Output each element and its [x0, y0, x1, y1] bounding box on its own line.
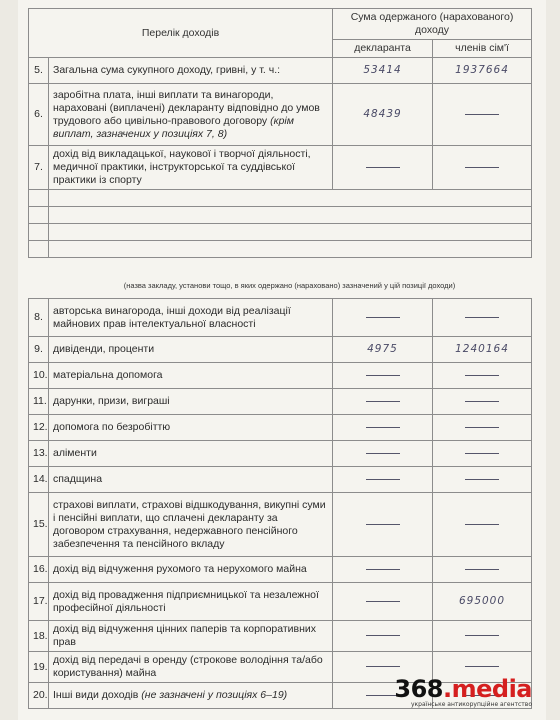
header-family: членів сім'ї — [433, 40, 532, 58]
empty-dash — [465, 375, 499, 376]
declarant-value: 4975 — [333, 337, 433, 363]
empty-dash — [366, 317, 400, 318]
declarant-value-cell — [333, 441, 433, 467]
family-value-cell — [433, 441, 532, 467]
row-number: 17. — [29, 583, 49, 621]
declarant-value-cell — [333, 583, 433, 621]
declaration-page — [18, 0, 546, 720]
logo-wordmark — [394, 675, 532, 703]
row-label: дохід від передачі в оренду (строкове володіння та/або користування) майна — [53, 654, 323, 679]
declarant-value-cell — [333, 557, 433, 583]
row-label-cell — [49, 299, 333, 337]
empty-dash — [366, 375, 400, 376]
family-value-cell — [433, 363, 532, 389]
family-value-cell — [433, 415, 532, 441]
table-row — [29, 146, 532, 190]
empty-dash — [366, 569, 400, 570]
row-number: 20. — [29, 683, 49, 709]
family-value: 1240164 — [433, 337, 532, 363]
empty-dash — [465, 666, 499, 667]
family-value-cell — [433, 84, 532, 146]
row-label: страхові виплати, страхові відшкодування, викупні суми і пенсійні виплати, що сплачені декларанту за договором страхування, недержавного пенсійного забезпечення та пенсійного вкладу — [53, 498, 326, 550]
table-row — [29, 467, 532, 493]
declarant-value-cell — [333, 621, 433, 652]
declarant-value-cell — [333, 467, 433, 493]
institution-line — [29, 241, 532, 258]
row-label: дарунки, призи, виграші — [53, 395, 170, 407]
family-value-cell — [433, 557, 532, 583]
row-label: Загальна сума сукупного доходу, гривні, у т. ч.: — [49, 58, 333, 84]
row-label: дохід від провадження підприємницької та незалежної професійної діяльності — [53, 588, 319, 614]
empty-dash — [465, 427, 499, 428]
row-label-cell — [49, 467, 333, 493]
declarant-value-cell — [333, 493, 433, 557]
empty-dash — [366, 524, 400, 525]
declarant-value: 53414 — [333, 58, 433, 84]
empty-dash — [366, 479, 400, 480]
row-label-cell — [49, 583, 333, 621]
empty-dash — [366, 427, 400, 428]
row-label: заробітна плата, інші виплати та винагороди, нараховані (виплачені) декларанту відповідно до умов трудового або цивільно-правового договору — [53, 88, 320, 127]
empty-dash — [366, 401, 400, 402]
header-declarant: декларанта — [333, 40, 433, 58]
row-number: 15. — [29, 493, 49, 557]
row-label: дивіденди, проценти — [53, 343, 155, 355]
row-number: 19. — [29, 652, 49, 683]
family-value: 1937664 — [433, 58, 532, 84]
table-row — [29, 337, 532, 363]
row-number: 5. — [29, 58, 49, 84]
table-row — [29, 415, 532, 441]
row-label-cell — [49, 389, 333, 415]
table-row — [29, 299, 532, 337]
logo-domain: .media — [442, 675, 532, 703]
table-row — [29, 557, 532, 583]
declarant-value-cell — [333, 389, 433, 415]
table-row — [29, 621, 532, 652]
row-number: 13. — [29, 441, 49, 467]
institution-caption: (назва закладу, установи тощо, в яких одержано (нараховано) зазначений у цій позиції доходи) — [123, 281, 456, 290]
declarant-value-cell — [333, 146, 433, 190]
row-label: спадщина — [53, 473, 103, 485]
row-label-cell — [49, 84, 333, 146]
media-logo — [394, 675, 532, 708]
row-label-cell — [49, 652, 333, 683]
row-label: дохід від відчуження цінних паперів та корпоративних прав — [53, 623, 317, 648]
empty-dash — [366, 666, 400, 667]
family-value-cell — [433, 467, 532, 493]
income-table-bottom — [28, 298, 532, 709]
empty-dash — [465, 635, 499, 636]
family-value-cell — [433, 621, 532, 652]
table-row — [29, 583, 532, 621]
empty-dash — [366, 167, 400, 168]
row-number: 7. — [29, 146, 49, 190]
declarant-value-cell — [333, 415, 433, 441]
table-row — [29, 84, 532, 146]
declarant-value-cell — [333, 299, 433, 337]
institution-line — [29, 224, 532, 241]
family-value-cell — [433, 389, 532, 415]
row-label-cell — [49, 621, 333, 652]
table-row — [29, 363, 532, 389]
row-number: 8. — [29, 299, 49, 337]
logo-tagline: українське антикорупційне агентство — [411, 701, 532, 708]
row-label: матеріальна допомога — [53, 369, 163, 381]
family-value-cell — [433, 146, 532, 190]
logo-number: 368 — [394, 675, 443, 703]
row-label: дохід від відчуження рухомого та нерухомого майна — [53, 563, 307, 575]
table-row — [29, 493, 532, 557]
row-label-cell — [49, 493, 333, 557]
family-value-cell — [433, 493, 532, 557]
institution-line — [29, 190, 532, 207]
table-row — [29, 441, 532, 467]
empty-dash — [465, 453, 499, 454]
declarant-value: 48439 — [333, 84, 433, 146]
row-number: 18. — [29, 621, 49, 652]
row-label: допомога по безробіттю — [53, 421, 171, 433]
empty-dash — [465, 524, 499, 525]
row-number: 10. — [29, 363, 49, 389]
declarant-value-cell — [333, 363, 433, 389]
row-number: 16. — [29, 557, 49, 583]
row-number: 9. — [29, 337, 49, 363]
row-label-cell — [49, 415, 333, 441]
institution-line — [29, 207, 532, 224]
empty-dash — [465, 167, 499, 168]
row-number: 6. — [29, 84, 49, 146]
empty-dash — [366, 601, 400, 602]
empty-dash — [366, 635, 400, 636]
row-label-cell — [49, 441, 333, 467]
row-number: 14. — [29, 467, 49, 493]
table-row — [29, 389, 532, 415]
empty-dash — [465, 479, 499, 480]
row-label-cell — [49, 337, 333, 363]
empty-dash — [465, 569, 499, 570]
empty-dash — [465, 401, 499, 402]
header-sum: Сума одержаного (нарахованого) доходу — [333, 9, 532, 40]
row-label: аліменти — [53, 447, 97, 459]
row-label: Інші види доходів — [53, 689, 139, 701]
family-value-cell — [433, 299, 532, 337]
table-row — [29, 58, 532, 84]
row-label-cell — [49, 683, 333, 709]
header-income-list: Перелік доходів — [29, 9, 333, 58]
row-label-cell — [49, 363, 333, 389]
empty-dash — [465, 114, 499, 115]
income-table-top — [28, 8, 532, 258]
row-label: дохід від викладацької, наукової і творчої діяльності, медичної практики, інструкторської та суддівської практики із спорту — [49, 146, 333, 190]
row-label: авторська винагорода, інші доходи від реалізації майнових прав інтелектуальної власності — [53, 304, 291, 330]
row-label-cell — [49, 557, 333, 583]
empty-dash — [465, 317, 499, 318]
row-number: 12. — [29, 415, 49, 441]
row-number: 11. — [29, 389, 49, 415]
row-label-note: (не зазначені у позиціях 6–19) — [141, 689, 288, 701]
family-value: 695000 — [433, 583, 532, 621]
row-label-note: (крім виплат, зазначених у позиціях 7, 8) — [53, 114, 294, 140]
empty-dash — [366, 453, 400, 454]
